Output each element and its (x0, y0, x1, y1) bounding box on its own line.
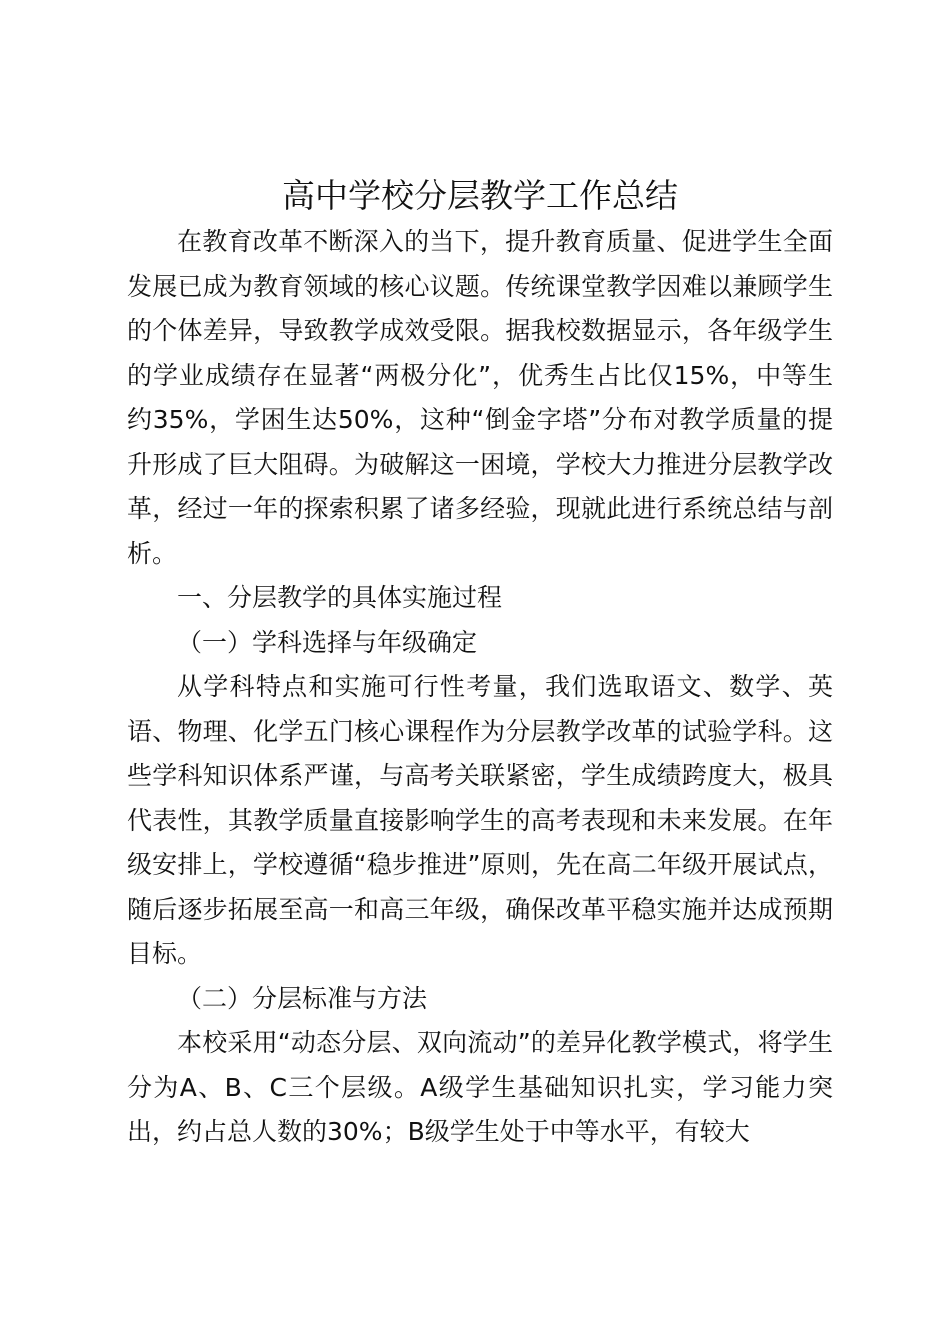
subsection-heading-2: （二）分层标准与方法 (177, 983, 428, 1013)
document-page (127, 172, 833, 1155)
subsection-2-paragraph: 本校采用“动态分层、双向流动”的差异化教学模式，将学生分为A、B、C三个层级。A级学生基础知识扎实，学习能力突出，约占总人数的30%；B级学生处于中等水平，有较大 (127, 1028, 833, 1146)
subsection-heading-1: （一）学科选择与年级确定 (177, 627, 478, 657)
document-title: 高中学校分层教学工作总结 (282, 176, 678, 215)
subsection-1-paragraph: 从学科特点和实施可行性考量，我们选取语文、数学、英语、物理、化学五门核心课程作为分层教学改革的试验学科。这些学科知识体系严谨，与高考关联紧密，学生成绩跨度大，极具代表性，其教学质量直接影响学生的高考表现和未来发展。在年级安排上，学校遵循“稳步推进”原则，先在高二年级开展试点，随后逐步拓展至高一和高三年级，确保改革平稳实施并达成预期目标。 (127, 672, 833, 968)
section-heading-1: 一、分层教学的具体实施过程 (177, 583, 503, 612)
intro-paragraph: 在教育改革不断深入的当下，提升教育质量、促进学生全面发展已成为教育领域的核心议题。传统课堂教学因难以兼顾学生的个体差异，导致教学成效受限。据我校数据显示，各年级学生的学业成绩存在显著“两极分化”，优秀生占比仅15%，中等生约35%，学困生达50%，这种“倒金字塔”分布对教学质量的提升形成了巨大阻碍。为破解这一困境，学校大力推进分层教学改革，经过一年的探索积累了诸多经验，现就此进行系统总结与剖析。 (127, 227, 833, 568)
